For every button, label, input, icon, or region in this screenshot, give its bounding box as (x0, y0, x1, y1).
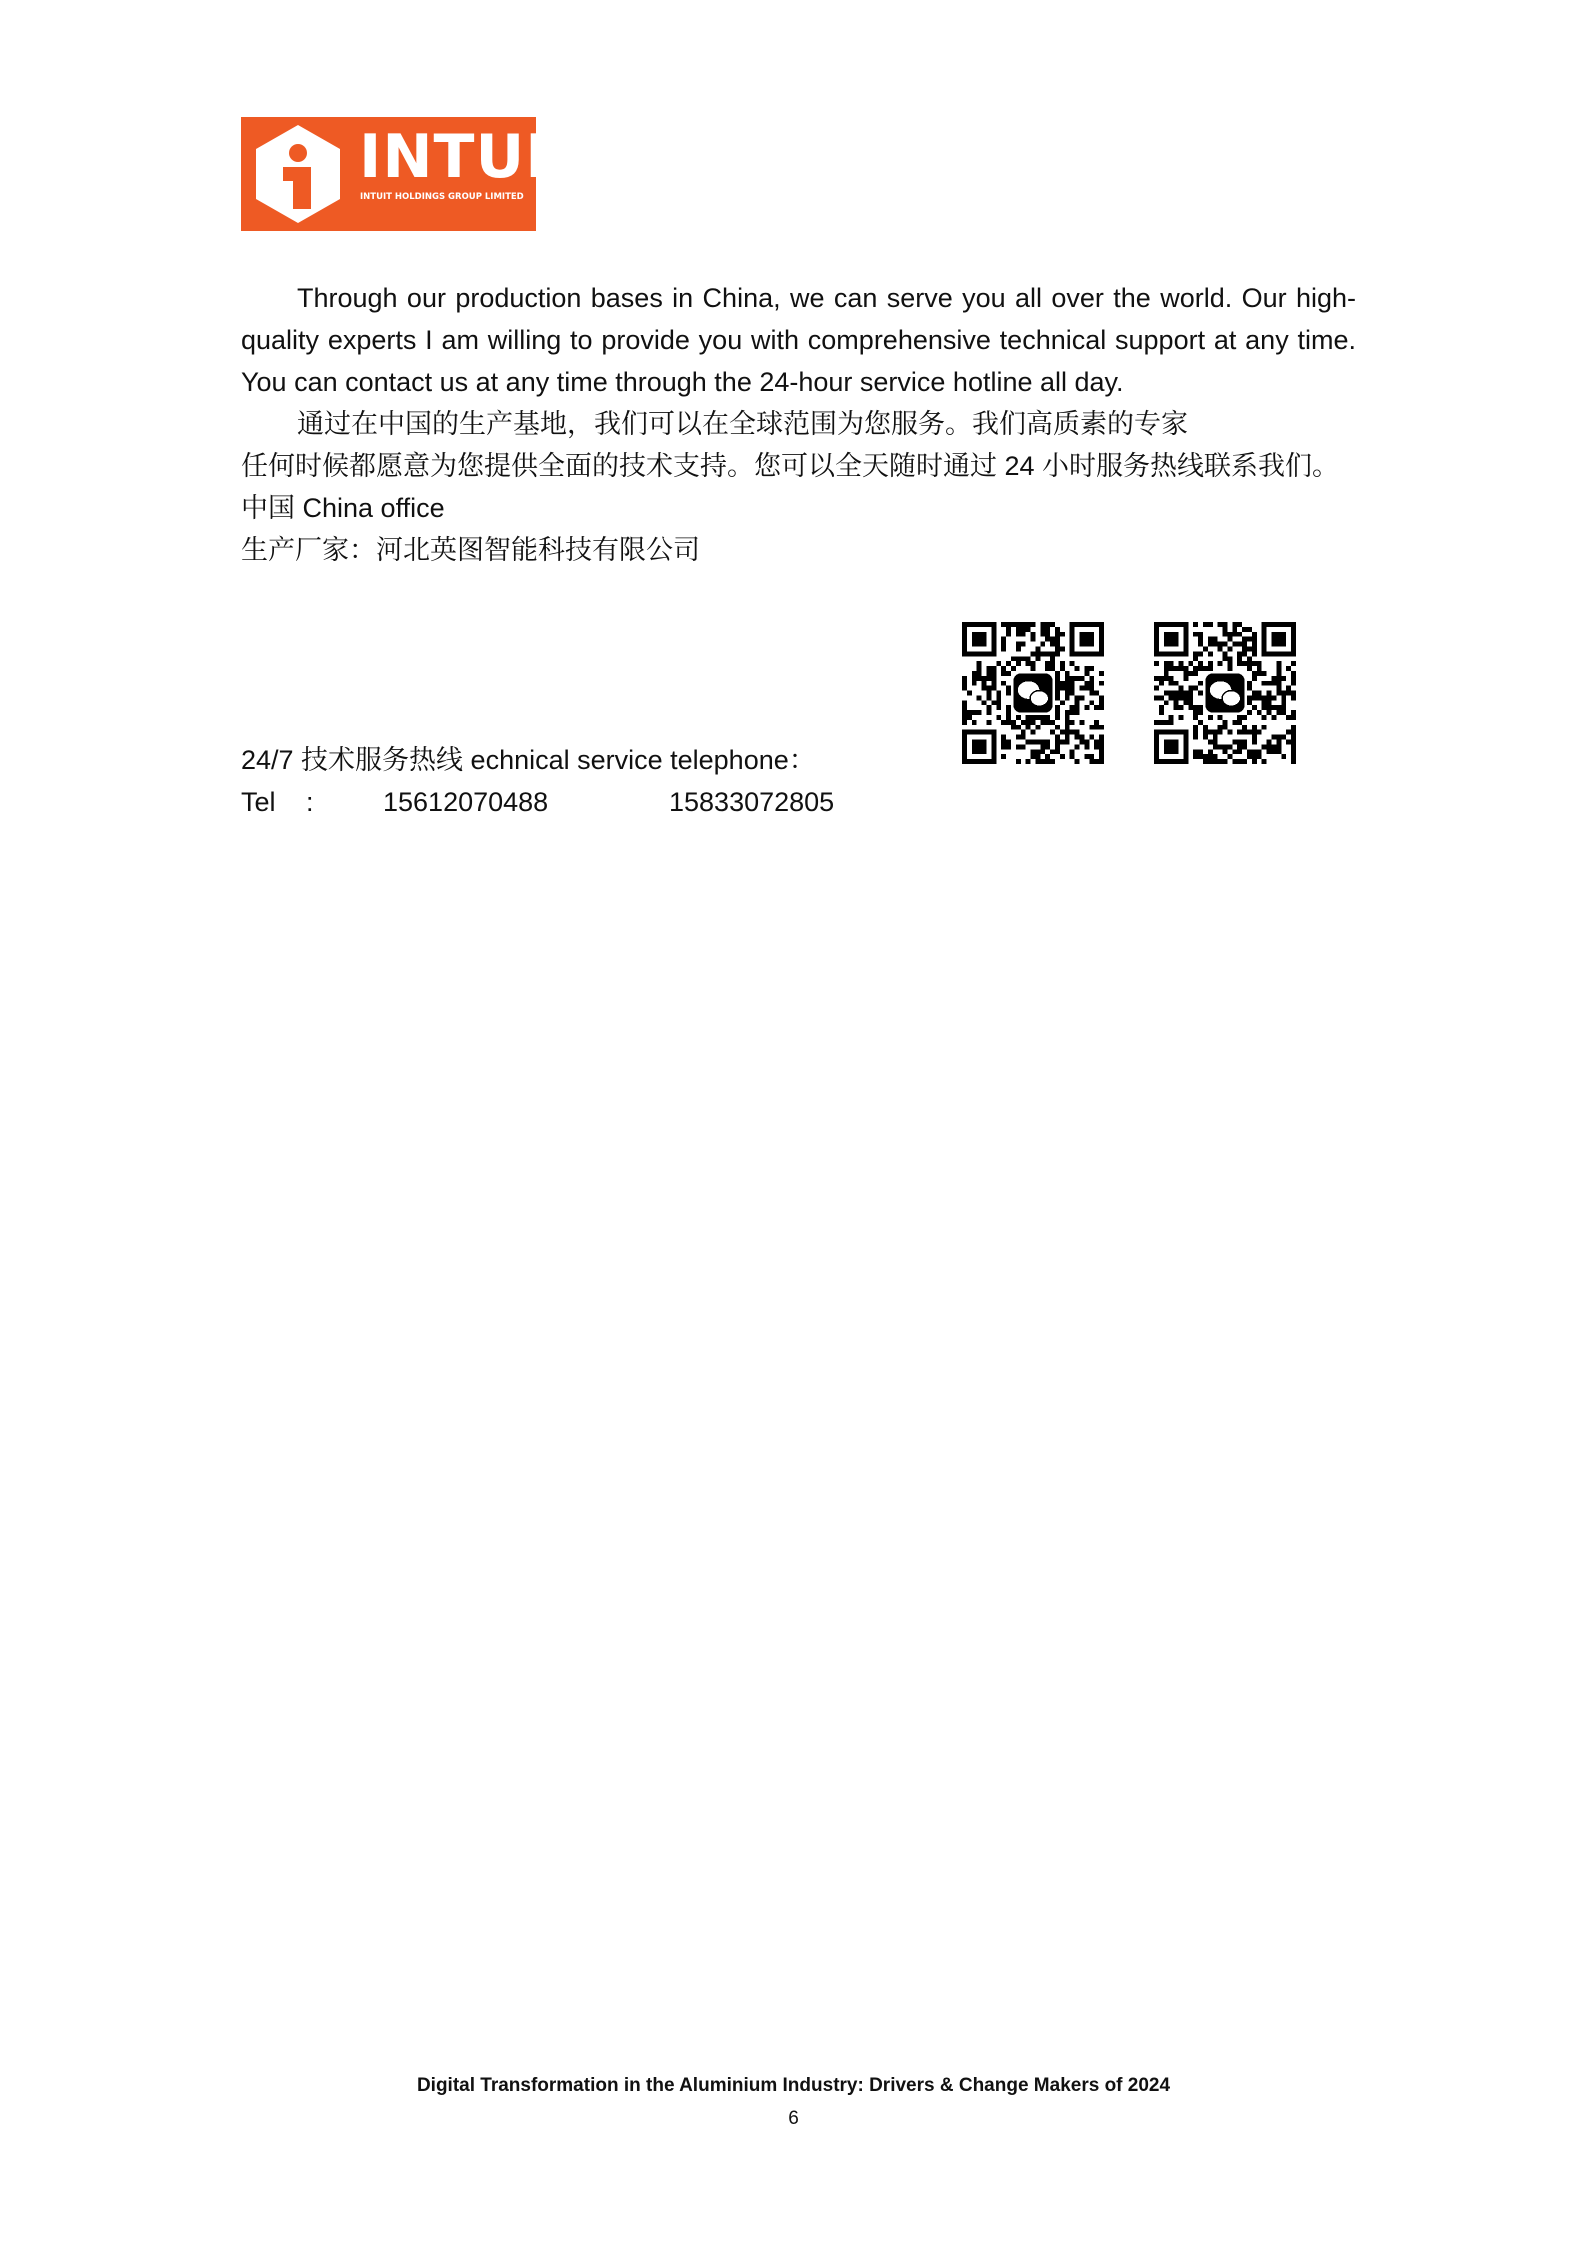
wechat-qr-code-2 (1154, 622, 1296, 764)
manufacturer-line: 生产厂家：河北英图智能科技有限公司 (241, 535, 700, 565)
page-number: 6 (788, 2108, 799, 2129)
tel-label: Tel (241, 787, 276, 817)
office-label: 中国 China office (241, 493, 445, 523)
intro-paragraph-cn-line2: 任何时候都愿意为您提供全面的技术支持。您可以全天随时通过 24 小时服务热线联系我们。 (241, 451, 1340, 481)
wechat-qr-code-1 (962, 622, 1104, 764)
qr-code-icon (962, 622, 1104, 764)
telephone-row (0, 781, 1587, 823)
company-logo (241, 117, 591, 231)
tel-number-1[interactable]: 15612070488 (383, 787, 549, 817)
footer-title: Digital Transformation in the Aluminium Industry: Drivers & Change Makers of 2024 (416, 2075, 1171, 2096)
tel-colon: : (306, 787, 314, 817)
tel-number-2[interactable]: 15833072805 (669, 787, 835, 817)
logo-tagline: INTUIT HOLDINGS GROUP LIMITED (360, 192, 524, 202)
hotline-label: 24/7 技术服务热线 echnical service telephone： (241, 745, 816, 775)
logo-wordmark: INTUIT (359, 122, 591, 192)
hexagon-i-icon (241, 117, 355, 231)
intro-paragraph-en: Through our production bases in China, we can serve you all over the world. Our high-quality experts I am willing to provide you with comprehensive technical support at any time. You can contact us at any time through the 24-hour service hotline all day. (241, 283, 1356, 397)
intro-paragraph-cn-line1: 通过在中国的生产基地，我们可以在全球范围为您服务。我们高质素的专家 (297, 409, 1188, 439)
qr-code-icon (1154, 622, 1296, 764)
